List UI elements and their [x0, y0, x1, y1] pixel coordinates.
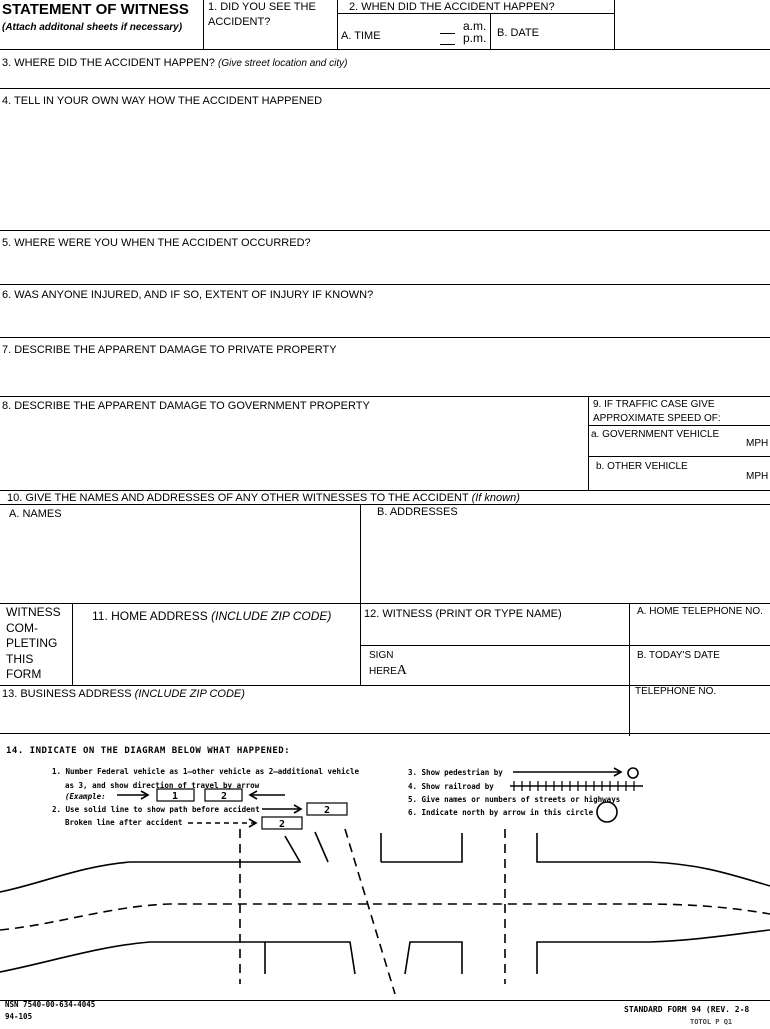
q2-date-label: B. DATE [497, 27, 539, 39]
home-telephone-field[interactable] [631, 620, 770, 644]
q8-answer-field[interactable] [0, 415, 586, 489]
form-title: STATEMENT OF WITNESS [2, 1, 189, 18]
q12-label: 12. WITNESS (PRINT OR TYPE NAME) [364, 608, 562, 620]
q1-label-line1: 1. DID YOU SEE THE [208, 1, 316, 13]
instruction-2b: Broken line after accident [65, 818, 183, 827]
todays-date-field[interactable] [631, 664, 770, 684]
q13-label: 13. BUSINESS ADDRESS (INCLUDE ZIP CODE) [2, 688, 245, 700]
accident-diagram[interactable] [0, 734, 770, 1024]
witness-side-line: COM- [6, 620, 38, 635]
witness-name-field[interactable] [362, 622, 628, 644]
pm-option[interactable]: p.m. [463, 31, 487, 45]
am-option[interactable]: a.m. [463, 19, 487, 33]
footer-cut-text: TOTOL P Q1 [690, 1018, 733, 1026]
q2-time-label: A. TIME [341, 30, 381, 42]
q3-label: 3. WHERE DID THE ACCIDENT HAPPEN? (Give street location and city) [2, 57, 348, 69]
footer-nsn: NSN 7540-00-634-4045 [5, 1000, 96, 1009]
gov-vehicle-speed-field[interactable] [590, 440, 740, 454]
q4-answer-field[interactable] [0, 110, 770, 229]
other-mph-label: MPH [746, 471, 769, 482]
q10-addresses-label: B. ADDRESSES [377, 506, 458, 518]
footer-form-number: STANDARD FORM 94 (REV. 2-8 [624, 1005, 750, 1014]
q2-label: 2. WHEN DID THE ACCIDENT HAPPEN? [349, 1, 555, 13]
q14-title: 14. INDICATE ON THE DIAGRAM BELOW WHAT HAPPENED: [6, 746, 291, 756]
witness-side-line: WITNESS [6, 605, 61, 619]
q10-names-label: A. NAMES [9, 508, 62, 520]
q10-label: 10. GIVE THE NAMES AND ADDRESSES OF ANY OTHER WITNESSES TO THE ACCIDENT (If known) [7, 492, 520, 504]
q11-label: 11. HOME ADDRESS (INCLUDE ZIP CODE) [92, 609, 332, 623]
q4-label: 4. TELL IN YOUR OWN WAY HOW THE ACCIDENT HAPPENED [2, 95, 323, 107]
q2-time-field[interactable] [385, 24, 435, 46]
q1-answer-field[interactable] [204, 30, 337, 48]
example-vehicle-2-broken: 2 [279, 819, 286, 830]
instruction-1a: 1. Number Federal vehicle as 1—other vehicle as 2—additional vehicle [52, 767, 360, 776]
other-witness-names-field[interactable] [0, 522, 358, 602]
q3-answer-field[interactable] [0, 70, 770, 88]
instruction-6: 6. Indicate north by arrow in this circle [408, 808, 594, 817]
sign-label: SIGN [369, 650, 394, 661]
example-vehicle-2: 2 [221, 791, 228, 802]
business-telephone-field[interactable] [631, 700, 770, 732]
witness-side-line: FORM [6, 667, 42, 681]
other-witness-addresses-field[interactable] [362, 522, 770, 602]
example-label: (Example: [65, 792, 106, 801]
other-vehicle-speed-field[interactable] [590, 472, 740, 486]
instruction-3: 3. Show pedestrian by [408, 768, 503, 777]
q9-gov-vehicle-label: a. GOVERNMENT VEHICLE [591, 429, 720, 440]
q7-answer-field[interactable] [0, 359, 770, 394]
q5-label: 5. WHERE WERE YOU WHEN THE ACCIDENT OCCURRED? [2, 237, 311, 249]
q9-label-line2: APPROXIMATE SPEED OF: [593, 413, 721, 424]
instruction-2a: 2. Use solid line to show path before accident [52, 805, 260, 814]
home-address-field[interactable] [74, 628, 359, 684]
instruction-4: 4. Show railroad by [408, 782, 494, 791]
witness-side-line: THIS [6, 651, 34, 666]
q1-label-line2: ACCIDENT? [208, 16, 271, 28]
q6-answer-field[interactable] [0, 304, 770, 336]
example-vehicle-2-solid: 2 [324, 805, 331, 816]
q9-label-line1: 9. IF TRAFFIC CASE GIVE [593, 399, 715, 410]
gov-mph-label: MPH [746, 438, 769, 449]
business-address-field[interactable] [0, 702, 627, 732]
q2-date-field[interactable] [492, 40, 612, 48]
q8-label: 8. DESCRIBE THE APPARENT DAMAGE TO GOVERNMENT PROPERTY [2, 400, 370, 412]
q5-answer-field[interactable] [0, 252, 770, 282]
q6-label: 6. WAS ANYONE INJURED, AND IF SO, EXTENT OF INJURY IF KNOWN? [2, 289, 374, 301]
instruction-1b: as 3, and show direction of travel by arrow [65, 781, 260, 790]
q9-other-vehicle-label: b. OTHER VEHICLE [596, 461, 688, 472]
form-subtitle: (Attach additonal sheets if necessary) [2, 22, 183, 33]
signature-field[interactable] [410, 648, 626, 684]
instruction-5: 5. Give names or numbers of streets or highways [408, 795, 621, 804]
witness-side-line: PLETING [6, 636, 58, 650]
todays-date-label: B. TODAY'S DATE [637, 650, 720, 661]
footer-code: 94-105 [5, 1012, 33, 1021]
example-vehicle-1: 1 [172, 791, 179, 802]
q7-label: 7. DESCRIBE THE APPARENT DAMAGE TO PRIVATE PROPERTY [2, 344, 337, 356]
business-telephone-label: TELEPHONE NO. [635, 686, 717, 697]
home-telephone-label: A. HOME TELEPHONE NO. [637, 606, 763, 617]
here-label: HEREA [369, 663, 407, 678]
witness-side-label [6, 605, 61, 683]
